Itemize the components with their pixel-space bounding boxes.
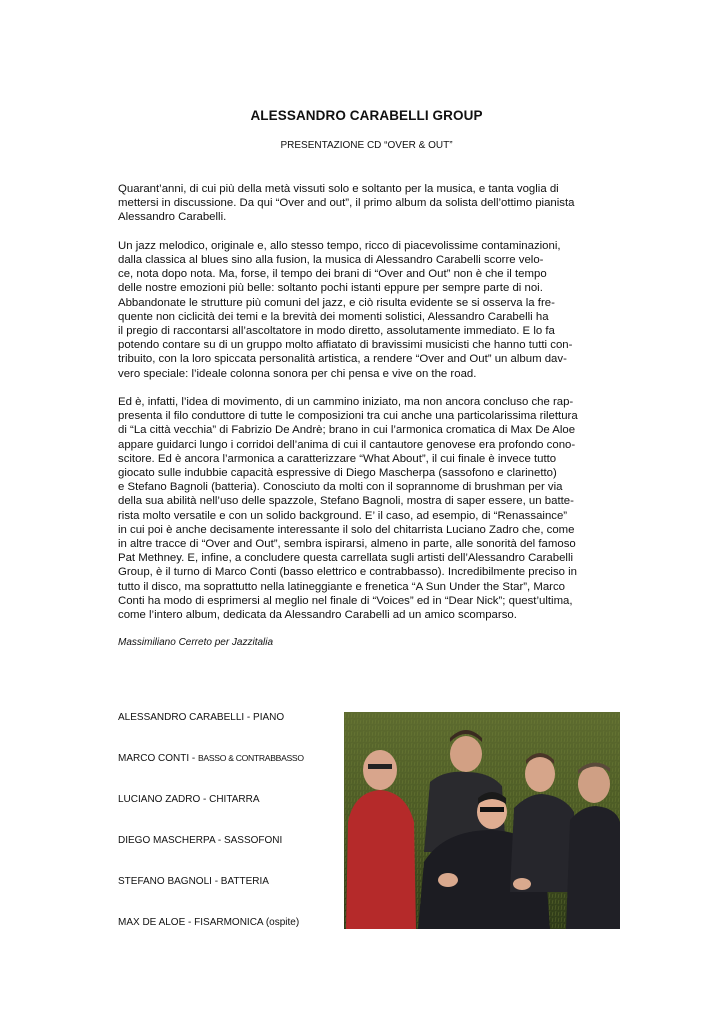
roster-item-label: ALESSANDRO CARABELLI - PIANO — [118, 712, 285, 723]
text-line: rista molto versatile e con un solido background. E’ il caso, ad esempio, di “Renassaince” — [118, 509, 568, 522]
text-line: dalla classica al blues sino alla fusion, la musica di Alessandro Carabelli scorre velo- — [118, 254, 544, 266]
text-line: mettersi in discussione. Da qui “Over and out”, il primo album da solista dell’ottimo pianista — [118, 197, 575, 210]
text-line: quente non ciclicità dei temi e la brevità dei momenti solistici, Alessandro Carabelli ha — [118, 310, 549, 323]
text-line: Quarant’anni, di cui più della metà vissuti solo e soltanto per la musica, e tanta voglia di — [118, 183, 559, 195]
roster-item — [118, 712, 284, 723]
text-line: Ed è, infatti, l’idea di movimento, di un cammino iniziato, ma non ancora concluso che rap- — [118, 396, 574, 409]
text-line: Alessandro Carabelli. — [118, 211, 227, 224]
text-line: tribuito, con la loro spiccata personalità artistica, a rendere “Over and Out” un album dav- — [118, 353, 567, 366]
roster-item — [118, 794, 260, 805]
text-line: e Stefano Bagnoli (batteria). Conosciuto da molti con il soprannome di brushman per via — [118, 481, 563, 494]
article-body — [118, 182, 618, 665]
article-paragraph-3 — [118, 395, 618, 622]
page-title: ALESSANDRO CARABELLI GROUP — [250, 108, 483, 123]
roster-item-label: LUCIANO ZADRO - CHITARRA — [118, 794, 260, 805]
roster-item — [118, 835, 282, 846]
roster-item-label: MAX DE ALOE - FISARMONICA — [118, 917, 266, 928]
article-signature: Massimiliano Cerreto per Jazzitalia — [118, 637, 274, 649]
roster-item — [118, 876, 269, 887]
roster-item-label: STEFANO BAGNOLI - BATTERIA — [118, 876, 269, 887]
text-line: Conti ha modo di esprimersi al meglio nel finale di “Voices” ed in “Dear Nick”; quest’ultima, — [118, 594, 573, 607]
roster-item-role: BASSO & CONTRABBASSO — [198, 753, 304, 763]
page-subtitle: PRESENTAZIONE CD “OVER & OUT” — [280, 140, 453, 151]
band-photo-illustration — [344, 712, 620, 929]
text-line: delle nostre emozioni più belle: soltanto pochi istanti eppure per sempre parte di noi. — [118, 282, 543, 295]
text-line: in altre tracce di “Over and Out”, sembra ispirarsi, almeno in parte, alle sonorità del famoso — [118, 538, 576, 551]
text-line: vero speciale: l’ideale colonna sonora per chi pensa e vive on the road. — [118, 367, 477, 380]
text-line: Abbandonate le strutture più comuni del jazz, e ciò risulta evidente se si osserva la fre- — [118, 296, 555, 309]
roster-item-label: MARCO CONTI - — [118, 753, 198, 764]
text-line: scitore. Ed è ancora l’armonica a caratterizzare “What About”, il cui finale è invece tutto — [118, 452, 557, 465]
roster-item-note: (ospite) — [265, 917, 300, 928]
text-line: appare guidarci lungo i corridoi dell’anima di cui il cantautore genovese era profondo cono- — [118, 438, 576, 451]
roster-item-label: DIEGO MASCHERPA - SASSOFONI — [118, 835, 283, 846]
text-line: Un jazz melodico, originale e, allo stesso tempo, ricco di piacevolissime contaminazioni, — [118, 239, 561, 252]
band-photo — [344, 712, 620, 929]
article-paragraph-2 — [118, 239, 618, 381]
text-line: di “La città vecchia” di Fabrizio De Andrè; brano in cui l’armonica cromatica di Max De Aloe — [118, 424, 576, 437]
text-line: ce, nota dopo nota. Ma, forse, il tempo dei brani di “Over and Out” non è che il tempo — [118, 268, 547, 281]
text-line: presenta il filo conduttore di tutte le composizioni tra cui anche una particolarissima rilettura — [118, 410, 578, 423]
article-paragraph-1 — [118, 182, 618, 225]
roster-item — [118, 917, 299, 928]
roster-item — [118, 753, 304, 764]
text-line: potendo contare su di un gruppo molto affiatato di bravissimi musicisti che hanno tutti con- — [118, 339, 573, 352]
text-line: giocato sulle indubbie capacità espressive di Diego Mascherpa (sassofono e clarinetto) — [118, 467, 557, 480]
text-line: come l’intero album, dedicata da Alessandro Carabelli ad un amico scomparso. — [118, 609, 517, 622]
text-line: in cui poi è anche decisamente interessante il solo del chitarrista Luciano Zadro che, come — [118, 523, 575, 536]
text-line: Pat Methney. E, infine, a concludere questa carrellata sugli artisti dell’Alessandro Carabelli — [118, 552, 574, 565]
text-line: tutto il disco, ma soprattutto nella latineggiante e frenetica “A Sun Under the Star”, Marco — [118, 580, 566, 593]
text-line: Group, è il turno di Marco Conti (basso elettrico e contrabbasso). Incredibilmente preciso in — [118, 566, 578, 579]
text-line: della sua abilità nell’uso delle spazzole, Stefano Bagnoli, mostra di saper essere, un batte- — [118, 495, 574, 508]
text-line: il pregio di raccontarsi all’ascoltatore in modo diretto, assolutamente immediato. E lo fa — [118, 325, 555, 338]
